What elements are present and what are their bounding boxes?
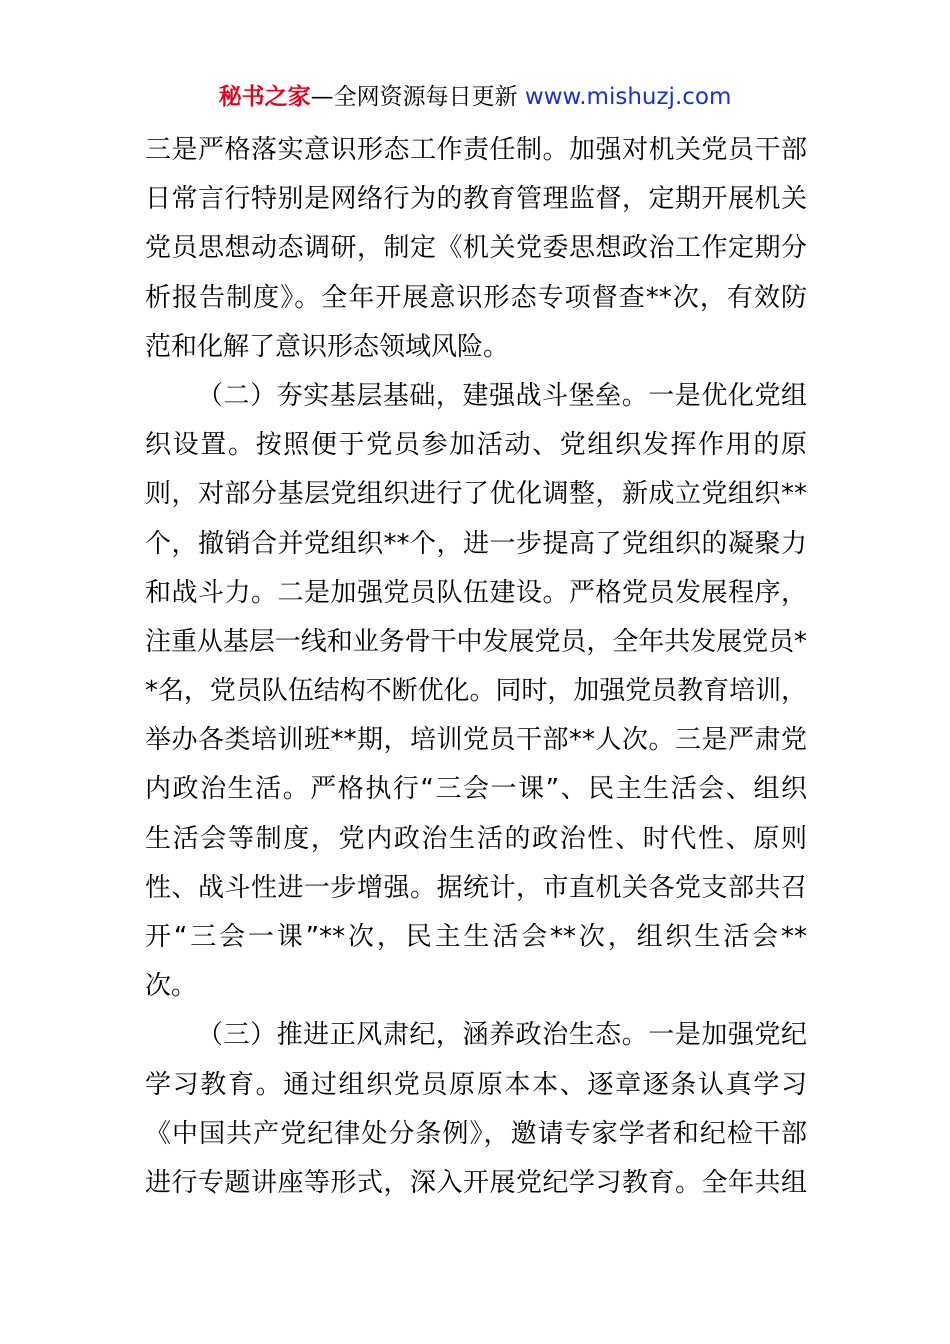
text-line: 进行专题讲座等形式，深入开展党纪学习教育。全年共组: [145, 1167, 807, 1198]
text-line: 析报告制度》。全年开展意识形态专项督查**次，有效防: [145, 282, 807, 313]
text-line: 个，撤销合并党组织**个，进一步提高了党组织的凝聚力: [145, 528, 807, 559]
text-line: （二）夯实基层基础，建强战斗堡垒。一是优化党组: [197, 380, 807, 411]
site-tagline: —全网资源每日更新: [310, 84, 525, 110]
paragraph-2: [145, 372, 807, 1011]
site-brand: 秘书之家: [218, 84, 311, 110]
text-line: 织设置。按照便于党员参加活动、党组织发挥作用的原: [145, 430, 807, 461]
text-line: 则，对部分基层党组织进行了优化调整，新成立党组织**: [145, 479, 807, 510]
text-line: 党员思想动态调研，制定《机关党委思想政治工作定期分: [145, 233, 807, 264]
site-url-link[interactable]: www.mishuzj.com: [524, 84, 732, 110]
text-line: 内政治生活。严格执行“三会一课”、民主生活会、组织: [145, 774, 807, 805]
text-line: 日常言行特别是网络行为的教育管理监督，定期开展机关: [145, 184, 807, 215]
paragraph-1: [145, 126, 807, 372]
text-line: 《中国共产党纪律处分条例》，邀请专家学者和纪检干部: [145, 1118, 807, 1149]
paragraph-3: [145, 1011, 807, 1208]
text-line: 范和化解了意识形态领域风险。: [145, 331, 510, 362]
document-body: [145, 126, 807, 1208]
site-header: [0, 80, 950, 114]
text-line: 学习教育。通过组织党员原原本本、逐章逐条认真学习: [145, 1069, 807, 1100]
text-line: 举办各类培训班**期，培训党员干部**人次。三是严肃党: [145, 725, 807, 756]
text-line: 三是严格落实意识形态工作责任制。加强对机关党员干部: [145, 135, 807, 165]
text-line: 注重从基层一线和业务骨干中发展党员，全年共发展党员*: [145, 626, 807, 657]
text-line: 和战斗力。二是加强党员队伍建设。严格党员发展程序，: [145, 577, 807, 608]
text-line: 性、战斗性进一步增强。据统计，市直机关各党支部共召: [145, 872, 807, 903]
text-line: （三）推进正风肃纪，涵养政治生态。一是加强党纪: [197, 1020, 807, 1051]
text-line: *名，党员队伍结构不断优化。同时，加强党员教育培训，: [145, 676, 807, 707]
text-line: 生活会等制度，党内政治生活的政治性、时代性、原则: [145, 823, 807, 854]
text-line: 开“三会一课”**次，民主生活会**次，组织生活会**: [145, 922, 807, 952]
text-line: 次。: [145, 971, 198, 1002]
